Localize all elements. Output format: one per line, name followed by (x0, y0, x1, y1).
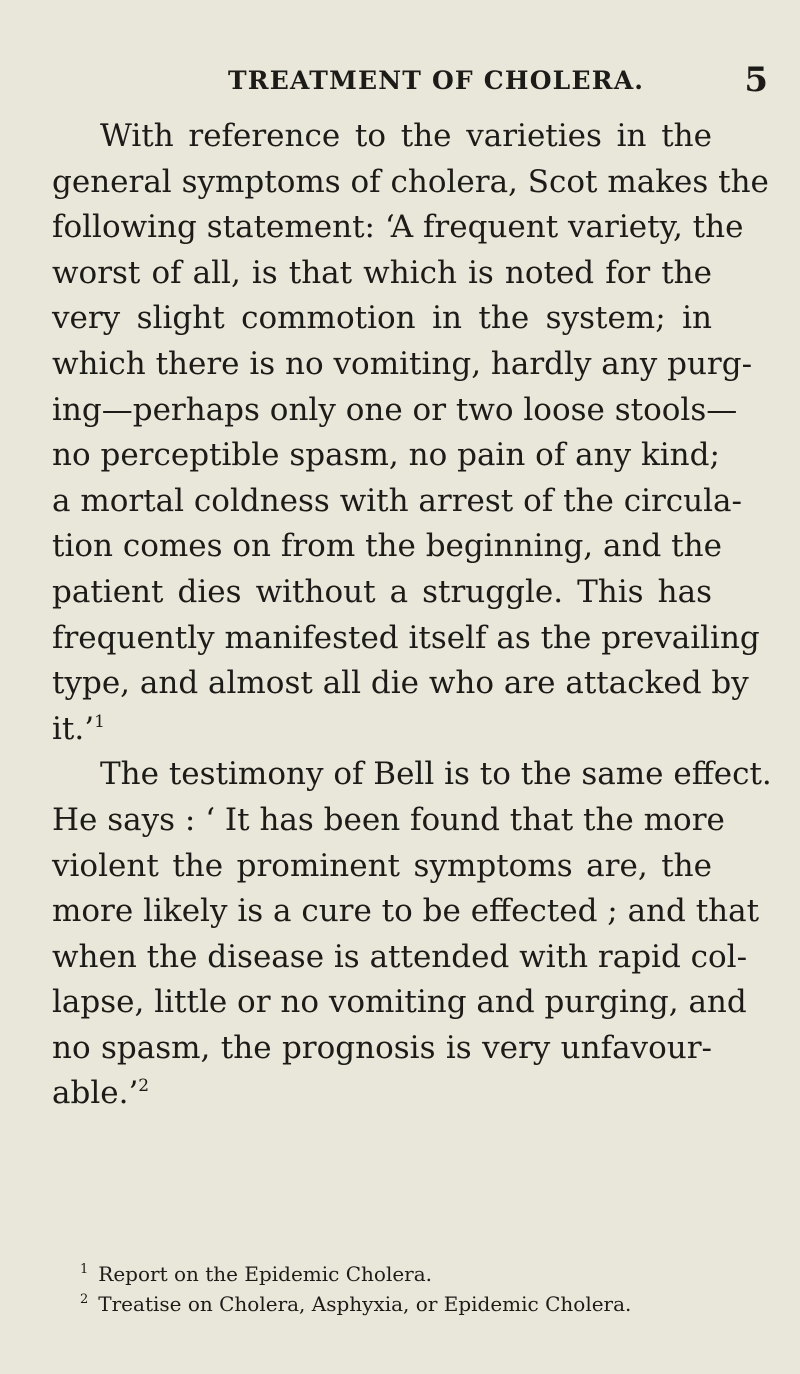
footnote-2 (80, 1287, 760, 1317)
footnote-ref-1: 1 (94, 711, 105, 732)
paragraph-2-line: violent the prominent symptoms are, the (52, 847, 712, 884)
paragraph-1-line: which there is no vomiting, hardly any purg- (52, 345, 753, 382)
paragraph-1-line: very slight commotion in the system; in (52, 300, 712, 337)
footnote-1 (80, 1257, 760, 1287)
paragraph-1-line: no perceptible spasm, no pain of any kind; (52, 437, 720, 474)
paragraph-2-line: He says : ‘ It has been found that the more (52, 801, 725, 838)
body-text (52, 114, 772, 1117)
paragraph-1-line: frequently manifested itself as the prevailing (52, 619, 760, 656)
paragraph-1-line: tion comes on from the beginning, and the (52, 528, 722, 565)
page-number: 5 (744, 60, 768, 100)
paragraph-2-line: able.’ (52, 1075, 139, 1112)
paragraph-2-line: The testimony of Bell is to the same effect. (100, 756, 772, 793)
paragraph-2-line: when the disease is attended with rapid col- (52, 938, 748, 975)
footnote-number: 1 (80, 1262, 89, 1277)
paragraph-2-line: lapse, little or no vomiting and purging, and (52, 984, 747, 1021)
paragraph-1-line: ing—perhaps only one or two loose stools— (52, 391, 738, 428)
footnote-ref-2: 2 (138, 1076, 150, 1097)
footnote-text: Report on the Epidemic Cholera. (98, 1262, 433, 1286)
paragraph-2-line: no spasm, the prognosis is very unfavour- (52, 1029, 712, 1066)
paragraph-1-line: it.’ (52, 710, 95, 747)
paragraph-2-last-line (52, 1071, 712, 1117)
paragraph-1-line: With reference to the varieties in the (100, 118, 712, 154)
running-head (198, 60, 768, 106)
footnote-number: 2 (80, 1292, 89, 1307)
paragraph-1-line: patient dies without a struggle. This has (52, 573, 712, 610)
running-title: TREATMENT OF CHOLERA. (228, 66, 645, 95)
paragraph-2-line: more likely is a cure to be effected ; and that (52, 893, 760, 930)
paragraph-1-line: type, and almost all die who are attacked by (52, 665, 749, 702)
paragraph-1-line: general symptoms of cholera, Scot makes the (52, 163, 769, 200)
footnotes (80, 1257, 760, 1317)
paragraph-1-line: worst of all, is that which is noted for the (52, 254, 712, 291)
paragraph-1-last-line (52, 707, 712, 753)
paragraph-1-line: a mortal coldness with arrest of the circula- (52, 482, 743, 519)
paragraph-1-line: following statement: ‘A frequent variety, the (52, 209, 744, 246)
footnote-text: Treatise on Cholera, Asphyxia, or Epidemic Cholera. (98, 1292, 632, 1316)
